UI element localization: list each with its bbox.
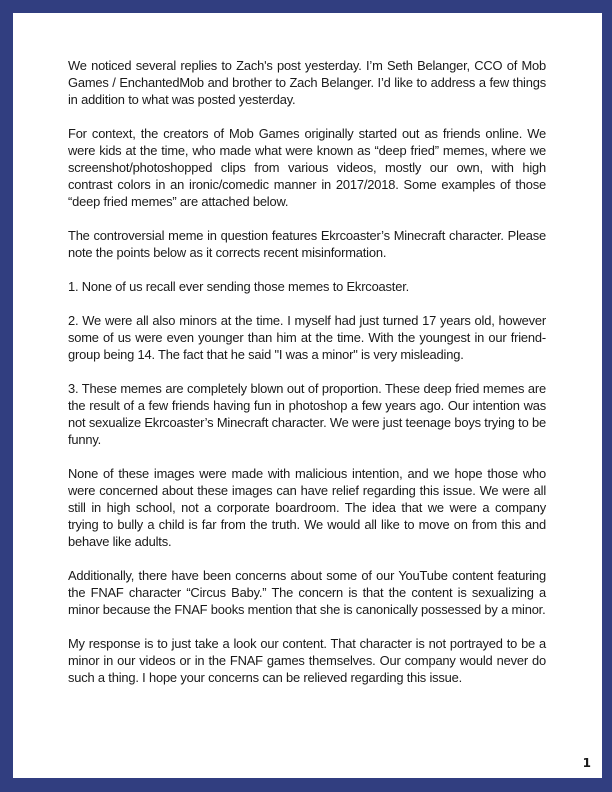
- paragraph-no-malice: None of these images were made with malicious intention, and we hope those who were concerned about these images can have relief regarding this issue. We were all still in high school, not a corporate boardroom. The idea that we were a company trying to bully a child is far from the truth. We would all like to move on from this and behave like adults.: [68, 466, 546, 549]
- paragraph-youtube-concerns: Additionally, there have been concerns about some of our YouTube content featuring the FNAF character “Circus Baby.” The concern is that the content is sexualizing a minor because the FNAF books mention that she is canonically possessed by a minor.: [68, 568, 546, 617]
- paragraph-intro: We noticed several replies to Zach's post yesterday. I’m Seth Belanger, CCO of Mob Games / EnchantedMob and brother to Zach Belanger. I’d like to address a few things in addition to what was posted yesterday.: [68, 58, 546, 107]
- paragraph-response: My response is to just take a look our content. That character is not portrayed to be a minor in our videos or in the FNAF games themselves. Our company would never do such a thing. I hope your concerns can be relieved regarding this issue.: [68, 636, 546, 685]
- paragraph-point-1: 1. None of us recall ever sending those memes to Ekrcoaster.: [68, 279, 410, 294]
- document-body: [13, 13, 602, 686]
- page-number: 1: [582, 756, 591, 770]
- paragraph-point-3: 3. These memes are completely blown out of proportion. These deep fried memes are the result of a few friends having fun in photoshop a few years ago. Our intention was not sexualize Ekrcoaster’s Minecraft character. We were just teenage boys trying to be funny.: [68, 381, 546, 447]
- paragraph-context: For context, the creators of Mob Games originally started out as friends online. We were kids at the time, who made what were known as “deep fried” memes, where we screenshot/photoshopped clips from various videos, mostly our own, with high contrast colors in an ironic/comedic manner in 2017/2018. Some examples of those “deep fried memes” are attached below.: [68, 126, 546, 209]
- paragraph-meme-overview: The controversial meme in question features Ekrcoaster’s Minecraft character. Please note the points below as it corrects recent misinformation.: [68, 228, 546, 260]
- paragraph-point-2: 2. We were all also minors at the time. I myself had just turned 17 years old, however some of us were even younger than him at the time. With the youngest in our friend-group being 14. The fact that he said "I was a minor" is very misleading.: [68, 313, 546, 362]
